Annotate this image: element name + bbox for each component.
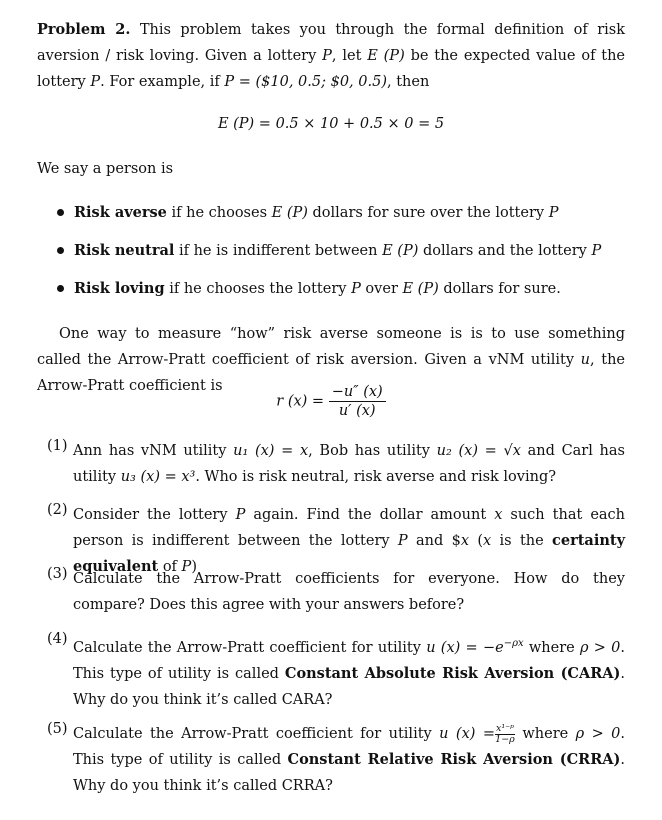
- bullet-text: if he chooses the lottery: [164, 281, 352, 297]
- intro-paragraph: [37, 17, 625, 95]
- math-lottery-def: P = ($10, 0.5; $0, 0.5): [224, 74, 387, 90]
- question-text-run: Calculate the Arrow-Pratt coefficient for utility: [73, 639, 427, 656]
- bullet-math: P: [548, 205, 559, 221]
- question-text-run: ): [191, 559, 197, 575]
- question-inline-fraction: [495, 724, 515, 745]
- intro-text: This problem takes you through the formal definition of risk aversion / risk loving. Given a lottery: [37, 22, 625, 64]
- question-text-run: of: [158, 559, 182, 575]
- equation-lhs: r (x) =: [276, 393, 325, 410]
- math-P: P: [90, 74, 101, 90]
- question-text-run: again. Find the dollar amount: [245, 507, 495, 523]
- question-text-run: Calculate the Arrow-Pratt coefficients for everyone. How do they compare? Does this agree with your answers before?: [73, 571, 625, 613]
- list-item: [57, 279, 561, 299]
- list-item: [57, 203, 558, 223]
- question-math: ρ > 0: [579, 639, 621, 656]
- question-number: (1): [47, 438, 68, 454]
- question-text-run: such that each person is indifferent between the lottery: [73, 507, 625, 549]
- question-math: u₂ (x) = √x: [436, 443, 521, 459]
- question-item: [37, 566, 625, 618]
- paragraph-text: , the Arrow-Pratt coefficient is: [37, 352, 625, 394]
- question-bold-term: Constant Relative Risk Aversion (CRRA): [287, 751, 621, 768]
- say-person-text: We say a person is: [37, 161, 174, 177]
- paragraph-text: One way to measure “how” risk averse someone is is to use something called the Arrow-Pratt coefficient of risk aversion. Given a vNM utility: [37, 326, 625, 368]
- question-text-run: . Who is risk neutral, risk averse and risk loving?: [195, 469, 557, 485]
- question-number: (4): [47, 631, 68, 647]
- question-text-run: Calculate the Arrow-Pratt coefficient for utility: [73, 726, 440, 742]
- question-math: P: [235, 507, 246, 523]
- question-text-run: . This type of utility is called: [73, 639, 626, 682]
- problem-heading: Problem 2.: [37, 21, 131, 38]
- fraction-denominator: u′ (x): [338, 403, 376, 419]
- question-text: [73, 631, 625, 713]
- question-text-run: and Carl has utility: [73, 443, 625, 485]
- question-math: x: [460, 533, 470, 549]
- question-math: u (x) = −e: [426, 639, 504, 656]
- question-item: [37, 631, 625, 713]
- bullet-text: over: [360, 281, 403, 297]
- bullet-math: P: [351, 281, 361, 297]
- expected-value-equation: E (P) = 0.5 × 10 + 0.5 × 0 = 5: [217, 116, 445, 132]
- bullet-math: P: [591, 243, 602, 259]
- fraction-numerator: −u″ (x): [329, 384, 386, 402]
- question-text-run: . Why do you think it’s called CARA?: [73, 665, 625, 708]
- bullet-text: if he is indifferent between: [174, 243, 383, 259]
- question-math: P: [181, 559, 192, 575]
- bullet-text: dollars for sure over the lottery: [307, 205, 549, 221]
- math-u: u: [580, 352, 590, 368]
- question-math: u (x) =: [439, 726, 495, 742]
- intro-text: be the expected value of the lottery: [37, 48, 626, 90]
- math-EP: E (P): [367, 48, 405, 64]
- question-text-run: where: [514, 726, 576, 742]
- question-superscript: −ρx: [503, 638, 524, 649]
- equation-fraction: [329, 384, 386, 419]
- question-text-run: Ann has vNM utility: [73, 443, 234, 459]
- intro-text: . For example, if: [100, 74, 225, 90]
- bullet-term: Risk loving: [74, 280, 165, 297]
- intro-text: , let: [331, 48, 368, 64]
- math-P: P: [322, 48, 332, 64]
- question-text-run: is the: [491, 533, 553, 549]
- bullet-text: dollars for sure.: [438, 281, 561, 297]
- question-math: ρ > 0: [575, 726, 621, 742]
- question-math: P: [397, 533, 408, 549]
- question-math: u₁ (x) = x: [233, 443, 309, 459]
- question-math: x: [483, 533, 492, 549]
- question-text: [73, 438, 625, 490]
- fraction-numerator: x¹⁻ᵖ: [495, 722, 514, 734]
- question-text-run: and $: [407, 533, 461, 549]
- question-number: (3): [47, 566, 68, 582]
- question-item: [37, 438, 625, 490]
- question-number: (5): [47, 721, 68, 737]
- question-text-run: (: [469, 533, 484, 549]
- fraction-denominator: 1−ρ: [495, 733, 515, 745]
- question-text-run: . Why do you think it’s called CRRA?: [73, 752, 625, 794]
- question-text-run: Consider the lottery: [73, 507, 236, 523]
- question-text-run: . This type of utility is called: [73, 726, 626, 768]
- bullet-term: Risk averse: [74, 204, 167, 221]
- question-bold-term: certainty equivalent: [73, 532, 625, 575]
- question-bold-term: Constant Absolute Risk Aversion (CARA): [284, 664, 621, 682]
- bullet-text: dollars and the lottery: [418, 243, 592, 259]
- question-math: u₃ (x) = x³: [120, 469, 196, 485]
- list-item: [57, 241, 601, 261]
- intro-text: , then: [386, 74, 430, 90]
- bullet-math: E (P): [402, 281, 439, 297]
- arrow-pratt-equation: [37, 384, 625, 419]
- question-text: [73, 721, 625, 799]
- question-number: (2): [47, 502, 68, 518]
- question-text-run: where: [523, 639, 580, 656]
- bullet-math: E (P): [382, 243, 419, 259]
- bullet-icon: [57, 247, 64, 254]
- question-text-run: , Bob has utility: [308, 443, 437, 459]
- bullet-icon: [57, 285, 64, 292]
- question-item: [37, 721, 625, 799]
- question-math: x: [494, 507, 503, 523]
- bullet-math: E (P): [271, 205, 308, 221]
- question-text: [73, 566, 625, 618]
- bullet-icon: [57, 209, 64, 216]
- bullet-term: Risk neutral: [74, 242, 175, 259]
- bullet-text: if he chooses: [166, 205, 272, 221]
